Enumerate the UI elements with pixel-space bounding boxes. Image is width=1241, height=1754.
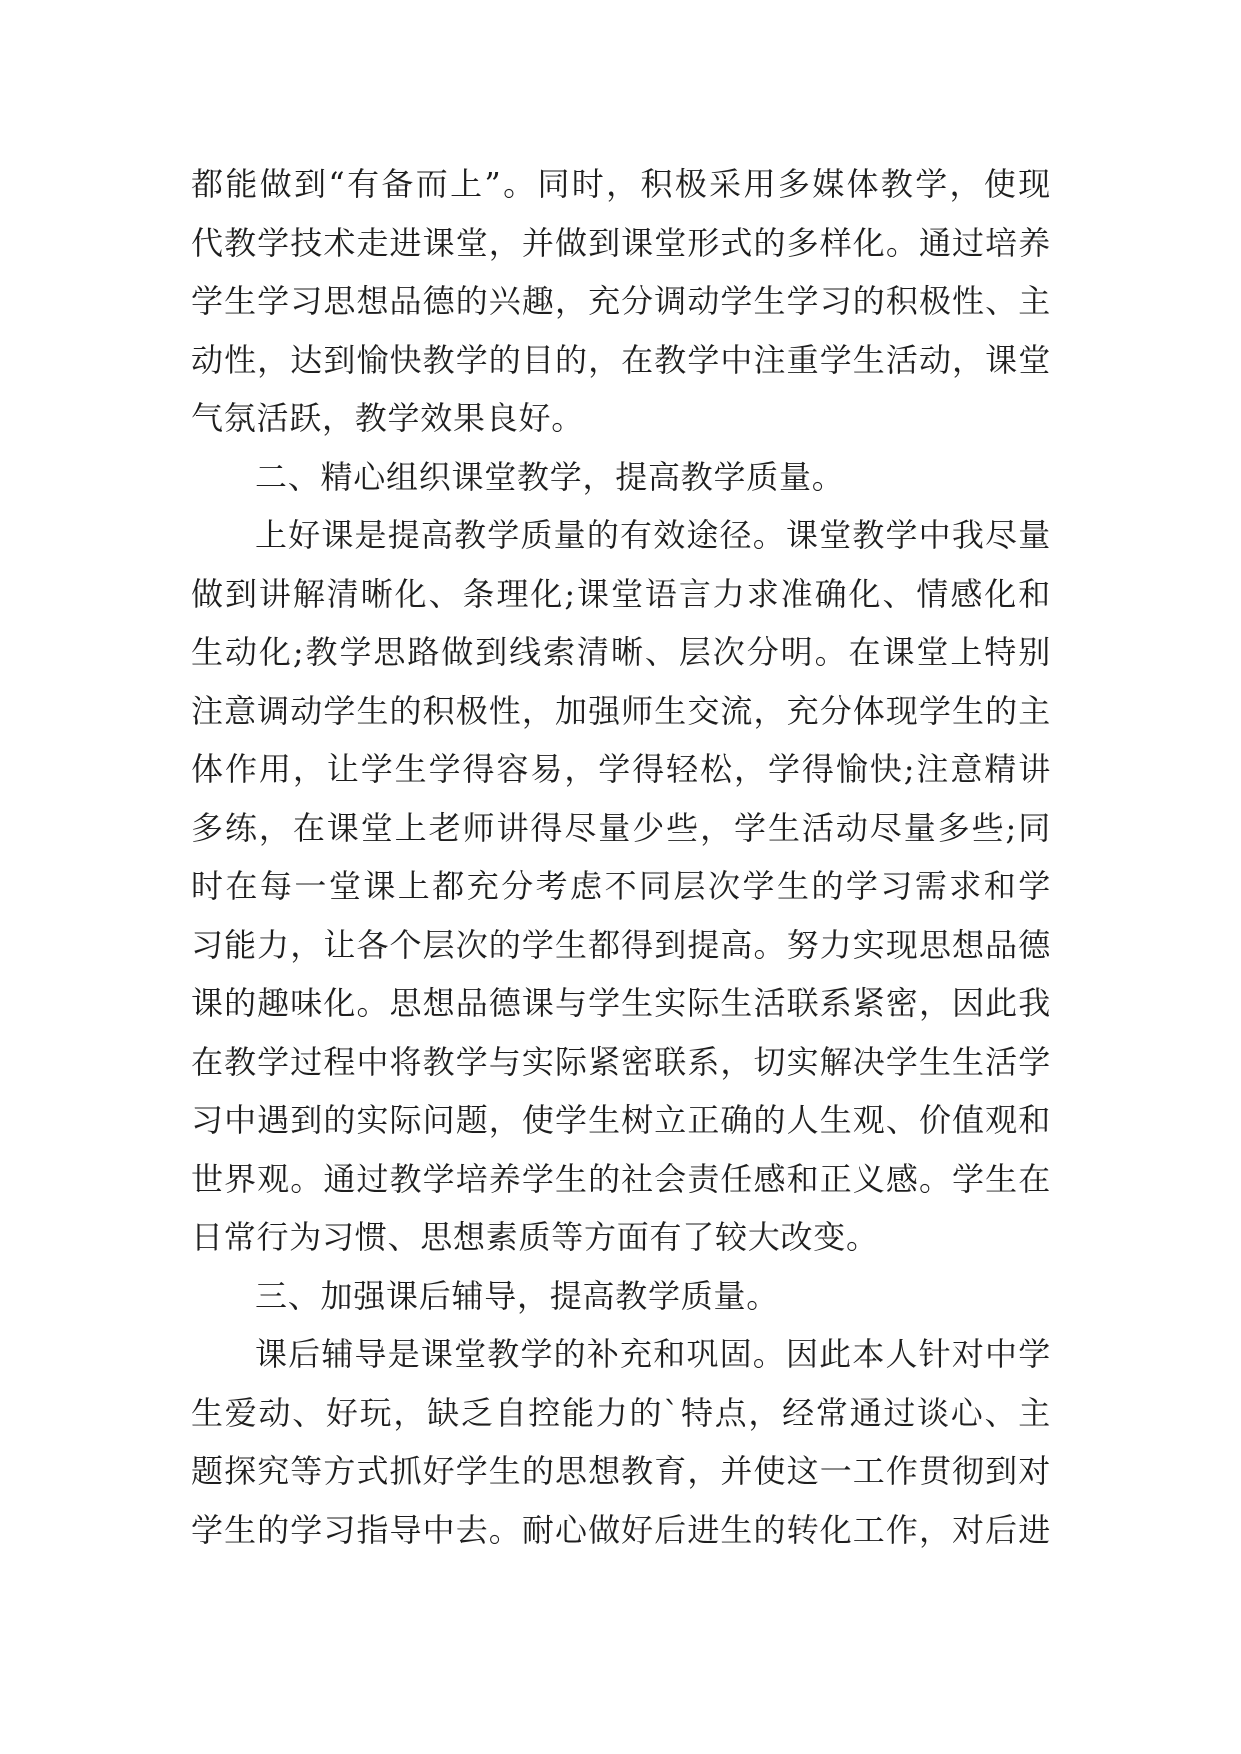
text-line: 习中遇到的实际问题，使学生树立正确的人生观、价值观和 (191, 1101, 1051, 1139)
text-line: 都能做到“有备而上”。同时，积极采用多媒体教学，使现 (191, 165, 1051, 203)
text-line: 学生学习思想品德的兴趣，充分调动学生学习的积极性、主 (191, 282, 1051, 320)
text-line: 课后辅导是课堂教学的补充和巩固。因此本人针对中学 (255, 1335, 1051, 1373)
text-line: 生爱动、好玩，缺乏自控能力的`特点，经常通过谈心、主 (191, 1393, 1051, 1432)
text-line: 题探究等方式抓好学生的思想教育，并使这一工作贯彻到对 (191, 1452, 1051, 1490)
text-line: 生动化;教学思路做到线索清晰、层次分明。在课堂上特别 (191, 633, 1051, 671)
text-line: 做到讲解清晰化、条理化;课堂语言力求准确化、情感化和 (191, 574, 1051, 613)
text-line: 气氛活跃，教学效果良好。 (191, 399, 585, 437)
section-heading: 三、加强课后辅导，提高教学质量。 (255, 1276, 780, 1315)
text-line: 学生的学习指导中去。耐心做好后进生的转化工作，对后进 (191, 1510, 1051, 1549)
text-line: 体作用，让学生学得容易，学得轻松，学得愉快;注意精讲 (191, 750, 1051, 788)
text-line: 习能力，让各个层次的学生都得到提高。努力实现思想品德 (191, 925, 1051, 964)
text-line: 世界观。通过教学培养学生的社会责任感和正义感。学生在 (191, 1159, 1051, 1198)
text-line: 在教学过程中将教学与实际紧密联系，切实解决学生生活学 (191, 1042, 1051, 1081)
section-heading: 二、精心组织课堂教学，提高教学质量。 (255, 457, 845, 496)
document-body (191, 155, 1051, 1559)
text-line: 注意调动学生的积极性，加强师生交流，充分体现学生的主 (191, 691, 1051, 730)
text-line: 代教学技术走进课堂，并做到课堂形式的多样化。通过培养 (191, 223, 1051, 262)
text-line: 课的趣味化。思想品德课与学生实际生活联系紧密，因此我 (191, 984, 1051, 1022)
text-line: 日常行为习惯、思想素质等方面有了较大改变。 (191, 1218, 879, 1256)
text-line: 上好课是提高教学质量的有效途径。课堂教学中我尽量 (255, 516, 1051, 554)
text-line: 时在每一堂课上都充分考虑不同层次学生的学习需求和学 (191, 867, 1051, 905)
text-line: 动性，达到愉快教学的目的，在教学中注重学生活动，课堂 (191, 340, 1051, 379)
text-line: 多练，在课堂上老师讲得尽量少些，学生活动尽量多些;同 (191, 808, 1051, 847)
